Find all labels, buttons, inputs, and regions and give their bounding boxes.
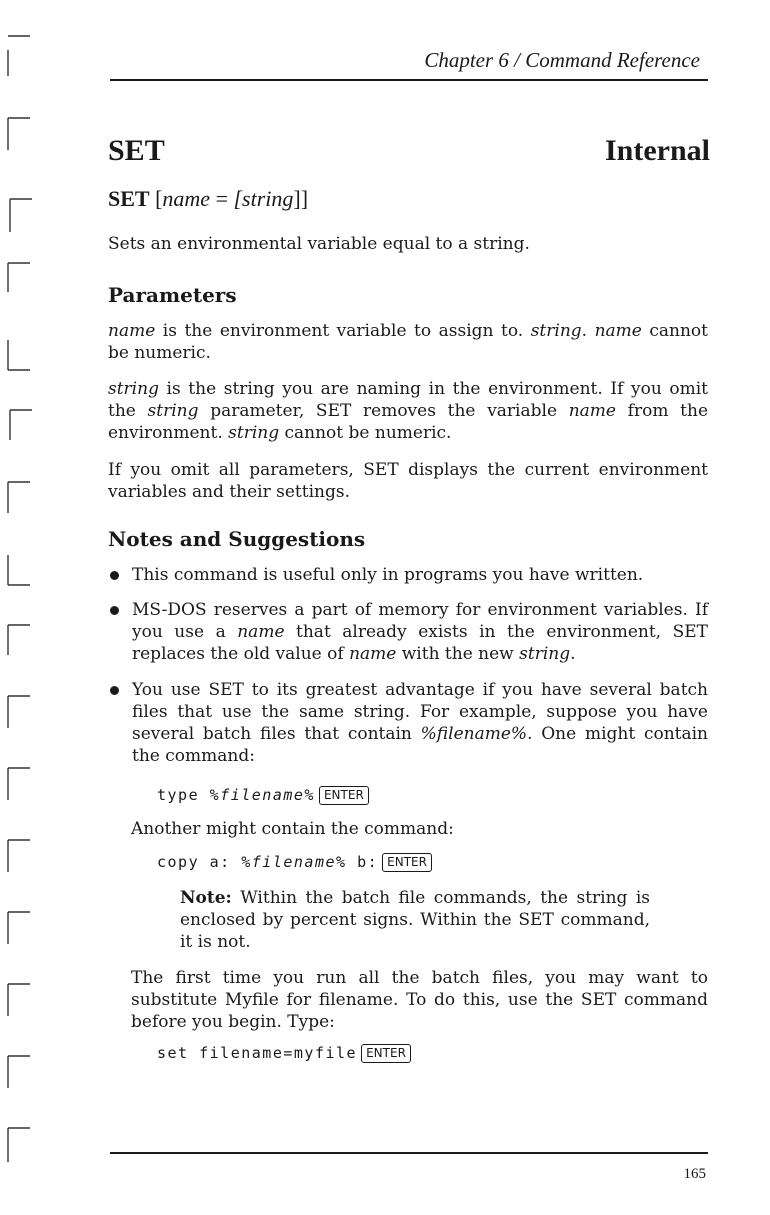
parameters-heading: Parameters: [108, 283, 237, 307]
enter-key-icon: ENTER: [382, 853, 432, 872]
syntax-string: [string: [233, 186, 294, 211]
binding-margin-marks: [0, 0, 60, 1215]
term-string: string: [147, 401, 199, 421]
command-syntax: [108, 186, 308, 212]
code-command: b:: [346, 853, 379, 871]
command-type: Internal: [605, 134, 710, 167]
note-callout: [180, 887, 650, 953]
term-string: string: [530, 321, 582, 341]
syntax-open-bracket: [: [155, 186, 163, 211]
note-bullet-1: This command is useful only in programs you have written.: [132, 565, 644, 585]
running-head: Chapter 6 / Command Reference: [424, 48, 700, 72]
text: is the environment variable to assign to.: [155, 321, 531, 341]
term-name: name: [568, 401, 616, 421]
first-time-paragraph: The first time you run all the batch files, you may want to substitute Myfile for filename. To do this, use the SET command before you begin. Type:: [131, 968, 708, 1032]
param-name-paragraph: [108, 320, 708, 364]
text: cannot be numeric.: [108, 321, 709, 363]
code-example-type: [157, 786, 369, 805]
notes-heading: Notes and Suggestions: [108, 527, 366, 551]
text: parameter, SET removes the variable: [198, 401, 569, 421]
enter-key-icon: ENTER: [361, 1044, 411, 1063]
code-example-set: [157, 1044, 411, 1063]
command-title: SET: [108, 134, 165, 167]
text: MS-DOS reserves a part of memory for environment variables. If you use a: [132, 600, 708, 642]
syntax-close-bracket: ]]: [293, 186, 309, 211]
no-params-paragraph: If you omit all parameters, SET displays the current environment variables and their settings.: [108, 460, 708, 502]
code-command: type: [157, 786, 210, 804]
header-rule: [110, 79, 708, 81]
term-string: string: [108, 379, 159, 399]
syntax-keyword: SET: [108, 186, 150, 211]
syntax-equals: =: [210, 186, 234, 211]
syntax-name: name: [162, 186, 211, 211]
code-variable: %filename%: [241, 853, 347, 871]
term-name: name: [594, 321, 642, 341]
term-string: string: [228, 423, 280, 443]
code-variable: %filename%: [209, 786, 315, 804]
command-description: Sets an environmental variable equal to a string.: [108, 234, 530, 254]
enter-key-icon: ENTER: [319, 786, 369, 805]
note-bullet-3: [132, 679, 708, 767]
text: that already exists in the environment, SET replaces the old value of: [132, 622, 708, 664]
text: You use SET to its greatest advantage if you have several batch files that use the same string. For example, suppose you have several batch files that contain: [132, 680, 708, 744]
code-example-copy: [157, 853, 432, 872]
bullet-icon: [110, 686, 119, 695]
note-bullet-2: [132, 599, 708, 665]
text: from the environment.: [108, 401, 709, 443]
code-command: copy a:: [157, 853, 242, 871]
page-number: 165: [683, 1166, 706, 1182]
note-label: Note:: [180, 888, 232, 908]
term-name: name: [237, 622, 285, 642]
text: cannot be numeric.: [279, 423, 452, 443]
code-command: set filename=myfile: [157, 1044, 358, 1062]
term-string: string: [519, 644, 571, 664]
term-name: name: [349, 644, 397, 664]
footer-rule: [110, 1152, 708, 1154]
text: .: [570, 644, 576, 664]
term-filename-var: %filename%: [420, 724, 528, 744]
another-command-text: Another might contain the command:: [131, 819, 454, 839]
text: is the string you are naming in the environment. If you omit the: [108, 379, 708, 421]
bullet-icon: [110, 606, 119, 615]
text: .: [581, 321, 595, 341]
bullet-icon: [110, 571, 119, 580]
param-string-paragraph: [108, 378, 708, 444]
term-name: name: [108, 321, 156, 341]
text: . One might contain the command:: [132, 724, 708, 766]
note-text: Within the batch file commands, the string is enclosed by percent signs. Within the SET command, it is not.: [180, 888, 650, 952]
text: with the new: [396, 644, 520, 664]
